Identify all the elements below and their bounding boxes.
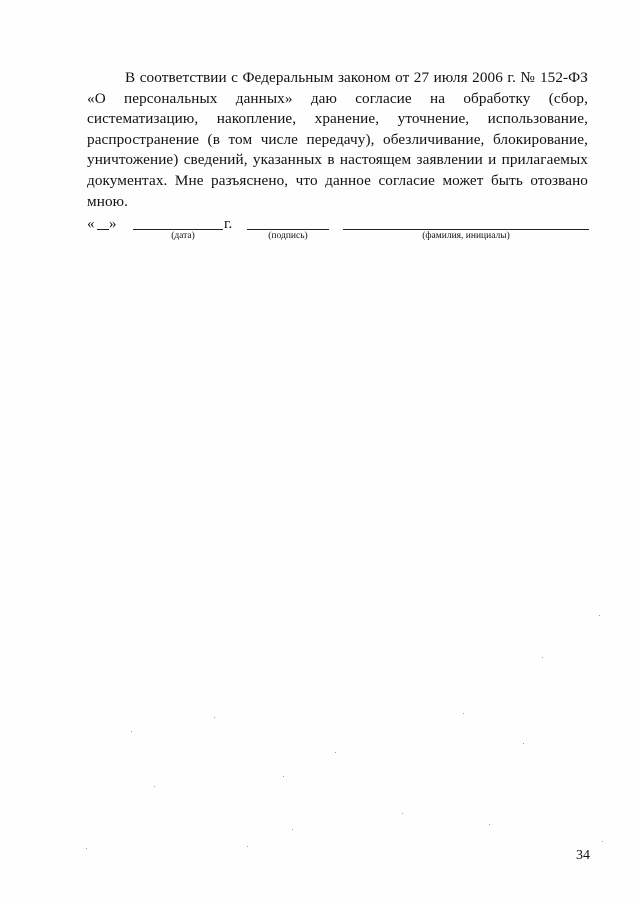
signature-block	[87, 216, 589, 248]
scan-speck	[599, 615, 600, 616]
scan-speck	[131, 731, 132, 732]
signature-blank-line	[247, 229, 329, 230]
year-suffix: г.	[224, 216, 233, 232]
scan-speck	[214, 717, 215, 718]
scan-speck	[489, 824, 490, 825]
scan-speck	[86, 848, 87, 849]
scan-speck	[283, 776, 284, 777]
date-caption: (дата)	[171, 231, 195, 241]
consent-paragraph: В соответствии с Федеральным законом от 27 июля 2006 г. № 152-ФЗ «О персональных данных» даю согласие на обработку (сбор, систематизацию, накопление, хранение, уточнение, использование, распространение (в том числе передачу), обезличивание, блокирование, уничтожение) сведений, указанных в настоящем заявлении и прилагаемых документах. Мне разъяснено, что данное согласие может быть отозвано мною.	[87, 69, 588, 210]
name-caption: (фамилия, инициалы)	[422, 231, 510, 241]
day-close-quote: »	[109, 216, 117, 232]
page-number: 34	[576, 848, 590, 863]
scan-speck	[292, 829, 293, 830]
scan-speck	[602, 841, 603, 842]
scan-speck	[402, 813, 403, 814]
scan-speck	[247, 846, 248, 847]
scan-speck	[542, 657, 543, 658]
name-blank-line	[343, 229, 589, 230]
scan-speck	[335, 752, 336, 753]
signature-caption: (подпись)	[268, 231, 308, 241]
scan-speck	[154, 786, 155, 787]
scan-speck	[463, 713, 464, 714]
scan-speck	[523, 743, 524, 744]
day-open-quote: «	[87, 216, 95, 232]
month-blank-line	[133, 229, 223, 230]
day-blank-line	[97, 229, 109, 230]
